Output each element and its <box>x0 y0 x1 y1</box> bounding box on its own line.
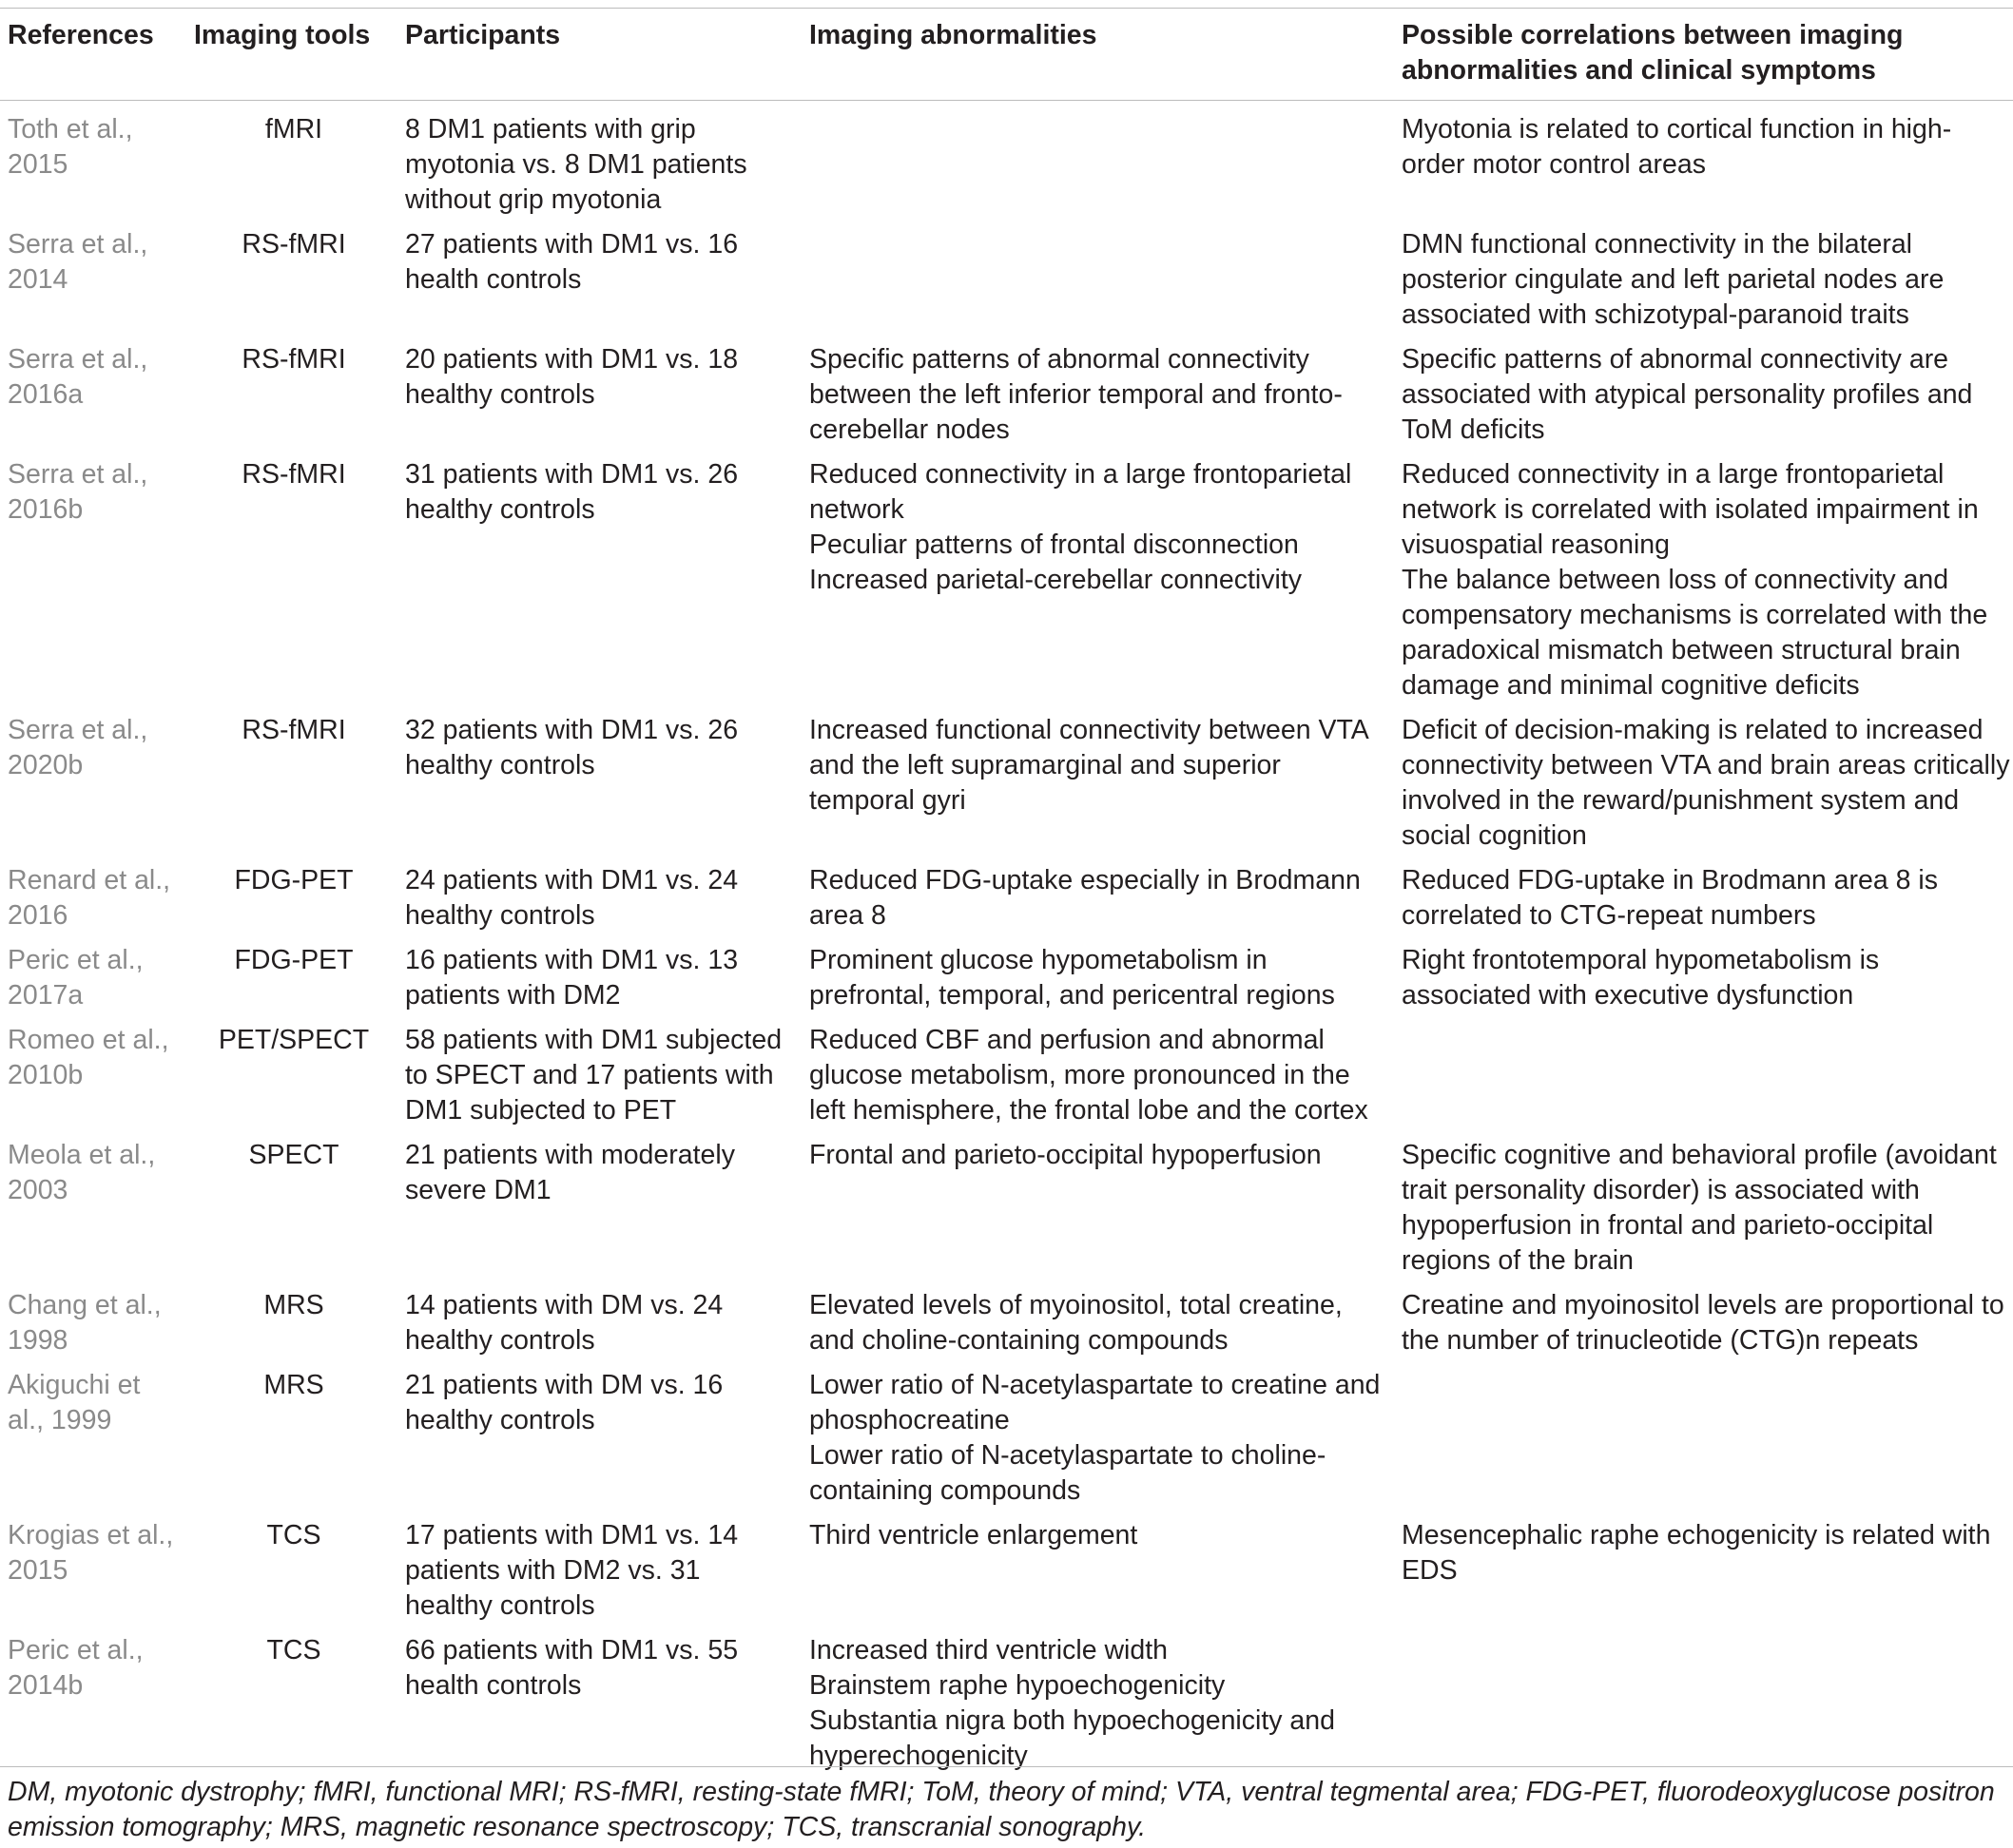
cell-imaging-tool: FDG-PET <box>234 865 354 895</box>
correlation-item: Creatine and myoinositol levels are proportional to the number of trinucleotide (CTG)n repeats <box>1402 1290 2004 1356</box>
cell-participants: 21 patients with moderately severe DM1 <box>405 1140 735 1205</box>
cell-correlations <box>1394 1626 2013 1781</box>
table-row <box>0 450 2013 705</box>
header-imaging-tools: Imaging tools <box>190 9 397 101</box>
correlation-item: Myotonia is related to cortical function in high-order motor control areas <box>1402 114 1952 180</box>
cell-participants: 8 DM1 patients with grip myotonia vs. 8 DM1 patients without grip myotonia <box>405 114 747 215</box>
cell-imaging-tool: RS-fMRI <box>242 715 346 745</box>
cell-imaging-abnormalities <box>802 705 1394 856</box>
correlation-item: Mesencephalic raphe echogenicity is related with EDS <box>1402 1520 1991 1586</box>
cell-imaging-tool: MRS <box>263 1290 324 1320</box>
table-body <box>0 101 2013 1782</box>
table-row <box>0 1626 2013 1781</box>
cell-correlations <box>1394 1360 2013 1511</box>
cell-participants: 16 patients with DM1 vs. 13 patients with DM2 <box>405 945 739 1011</box>
cell-reference: Serra et al., 2016b <box>8 459 148 525</box>
abnormality-item: Lower ratio of N-acetylaspartate to creatine and phosphocreatine <box>809 1370 1381 1435</box>
correlation-item: Reduced FDG-uptake in Brodmann area 8 is correlated to CTG-repeat numbers <box>1402 865 1938 931</box>
cell-correlations <box>1394 1280 2013 1360</box>
cell-participants: 32 patients with DM1 vs. 26 healthy controls <box>405 715 739 780</box>
table-row <box>0 1360 2013 1511</box>
table-row <box>0 1280 2013 1360</box>
cell-imaging-abnormalities <box>802 1626 1394 1781</box>
header-correlations: Possible correlations between imaging abnormalities and clinical symptoms <box>1394 9 2013 101</box>
cell-imaging-abnormalities <box>802 935 1394 1015</box>
abnormality-item: Peculiar patterns of frontal disconnection <box>809 529 1299 560</box>
header-row <box>0 9 2013 101</box>
abnormality-item: Reduced connectivity in a large frontoparietal network <box>809 459 1352 525</box>
cell-reference: Meola et al., 2003 <box>8 1140 156 1205</box>
abnormality-item: Increased third ventricle width <box>809 1635 1169 1665</box>
cell-participants: 14 patients with DM vs. 24 healthy controls <box>405 1290 724 1356</box>
table-row <box>0 101 2013 221</box>
cell-participants: 27 patients with DM1 vs. 16 health controls <box>405 229 739 295</box>
abnormality-item: Lower ratio of N-acetylaspartate to choline-containing compounds <box>809 1440 1326 1506</box>
cell-participants: 58 patients with DM1 subjected to SPECT and 17 patients with DM1 subjected to PET <box>405 1025 783 1126</box>
cell-reference: Serra et al., 2014 <box>8 229 148 295</box>
cell-correlations <box>1394 1130 2013 1280</box>
cell-imaging-abnormalities <box>802 856 1394 935</box>
table-row <box>0 935 2013 1015</box>
cell-reference: Krogias et al., 2015 <box>8 1520 174 1586</box>
cell-imaging-abnormalities <box>802 220 1394 335</box>
cell-correlations <box>1394 220 2013 335</box>
abnormality-item: Reduced CBF and perfusion and abnormal glucose metabolism, more pronounced in the left hemisphere, the frontal lobe and the cortex <box>809 1025 1368 1126</box>
abnormality-item: Elevated levels of myoinositol, total creatine, and choline-containing compounds <box>809 1290 1343 1356</box>
cell-reference: Toth et al., 2015 <box>8 114 133 180</box>
cell-reference: Peric et al., 2014b <box>8 1635 144 1701</box>
table-row <box>0 856 2013 935</box>
cell-imaging-tool: TCS <box>266 1635 321 1665</box>
cell-imaging-abnormalities <box>802 1280 1394 1360</box>
correlation-item: Specific patterns of abnormal connectivity are associated with atypical personality profiles and ToM deficits <box>1402 344 1973 445</box>
cell-imaging-tool: RS-fMRI <box>242 459 346 490</box>
abnormality-item: Brainstem raphe hypoechogenicity <box>809 1670 1226 1701</box>
abnormality-item: Increased functional connectivity between VTA and the left supramarginal and superior temporal gyri <box>809 715 1368 816</box>
table-row <box>0 335 2013 450</box>
cell-imaging-abnormalities <box>802 1360 1394 1511</box>
cell-reference: Serra et al., 2016a <box>8 344 148 410</box>
cell-imaging-abnormalities <box>802 1511 1394 1626</box>
table-row <box>0 220 2013 335</box>
cell-imaging-abnormalities <box>802 335 1394 450</box>
cell-imaging-tool: SPECT <box>248 1140 339 1170</box>
cell-reference: Chang et al., 1998 <box>8 1290 162 1356</box>
table-row <box>0 705 2013 856</box>
cell-reference: Romeo et al., 2010b <box>8 1025 169 1090</box>
header-participants: Participants <box>397 9 802 101</box>
abnormality-item: Third ventricle enlargement <box>809 1520 1138 1550</box>
table-row <box>0 1015 2013 1130</box>
header-references: References <box>0 9 190 101</box>
cell-reference: Renard et al., 2016 <box>8 865 171 931</box>
correlation-item: Reduced connectivity in a large frontoparietal network is correlated with isolated impairment in visuospatial reasoning <box>1402 459 1979 560</box>
abnormality-item: Reduced FDG-uptake especially in Brodmann area 8 <box>809 865 1361 931</box>
cell-imaging-tool: RS-fMRI <box>242 229 346 260</box>
cell-imaging-tool: fMRI <box>264 114 323 144</box>
cell-imaging-tool: TCS <box>266 1520 321 1550</box>
cell-correlations <box>1394 705 2013 856</box>
cell-participants: 66 patients with DM1 vs. 55 health controls <box>405 1635 739 1701</box>
correlation-item: DMN functional connectivity in the bilateral posterior cingulate and left parietal nodes are associated with schizotypal-paranoid traits <box>1402 229 1945 330</box>
abnormality-item: Prominent glucose hypometabolism in prefrontal, temporal, and pericentral regions <box>809 945 1335 1011</box>
cell-imaging-abnormalities <box>802 1130 1394 1280</box>
cell-imaging-abnormalities <box>802 101 1394 221</box>
cell-imaging-abnormalities <box>802 1015 1394 1130</box>
cell-imaging-tool: RS-fMRI <box>242 344 346 375</box>
cell-imaging-abnormalities <box>802 450 1394 705</box>
abnormality-item: Frontal and parieto-occipital hypoperfusion <box>809 1140 1322 1170</box>
correlation-item: Deficit of decision-making is related to increased connectivity between VTA and brain areas critically involved in the reward/punishment system and social cognition <box>1402 715 2010 851</box>
correlation-item: Specific cognitive and behavioral profile (avoidant trait personality disorder) is associated with hypoperfusion in frontal and parieto-occipital regions of the brain <box>1402 1140 1997 1276</box>
cell-correlations <box>1394 450 2013 705</box>
cell-imaging-tool: FDG-PET <box>234 945 354 975</box>
cell-participants: 24 patients with DM1 vs. 24 healthy controls <box>405 865 739 931</box>
cell-participants: 17 patients with DM1 vs. 14 patients with DM2 vs. 31 healthy controls <box>405 1520 739 1621</box>
cell-imaging-tool: PET/SPECT <box>218 1025 370 1055</box>
cell-correlations <box>1394 1015 2013 1130</box>
table-header <box>0 9 2013 101</box>
header-imaging-abnormalities: Imaging abnormalities <box>802 9 1394 101</box>
cell-imaging-tool: MRS <box>263 1370 324 1400</box>
cell-participants: 20 patients with DM1 vs. 18 healthy controls <box>405 344 739 410</box>
table-footnote: DM, myotonic dystrophy; fMRI, functional MRI; RS-fMRI, resting-state fMRI; ToM, theory of mind; VTA, ventral tegmental area; FDG-PET, fluorodeoxyglucose positron emission tomography; MRS, magnetic resonance spectroscopy; TCS, transcranial sonography. <box>0 1766 2013 1845</box>
cell-correlations <box>1394 101 2013 221</box>
cell-correlations <box>1394 335 2013 450</box>
cell-correlations <box>1394 935 2013 1015</box>
abnormality-item: Specific patterns of abnormal connectivity between the left inferior temporal and fronto-cerebellar nodes <box>809 344 1343 445</box>
cell-participants: 21 patients with DM vs. 16 healthy controls <box>405 1370 724 1435</box>
correlation-item: Right frontotemporal hypometabolism is associated with executive dysfunction <box>1402 945 1880 1011</box>
cell-correlations <box>1394 856 2013 935</box>
correlation-item: The balance between loss of connectivity and compensatory mechanisms is correlated with the paradoxical mismatch between structural brain damage and minimal cognitive deficits <box>1402 565 1988 701</box>
imaging-studies-table <box>0 8 2013 1781</box>
abnormality-item: Increased parietal-cerebellar connectivity <box>809 565 1303 595</box>
cell-participants: 31 patients with DM1 vs. 26 healthy controls <box>405 459 739 525</box>
table-row <box>0 1130 2013 1280</box>
cell-reference: Peric et al., 2017a <box>8 945 144 1011</box>
cell-reference: Serra et al., 2020b <box>8 715 148 780</box>
cell-reference: Akiguchi et al., 1999 <box>8 1370 141 1435</box>
cell-correlations <box>1394 1511 2013 1626</box>
table-row <box>0 1511 2013 1626</box>
abnormality-item: Substantia nigra both hypoechogenicity and hyperechogenicity <box>809 1705 1335 1771</box>
